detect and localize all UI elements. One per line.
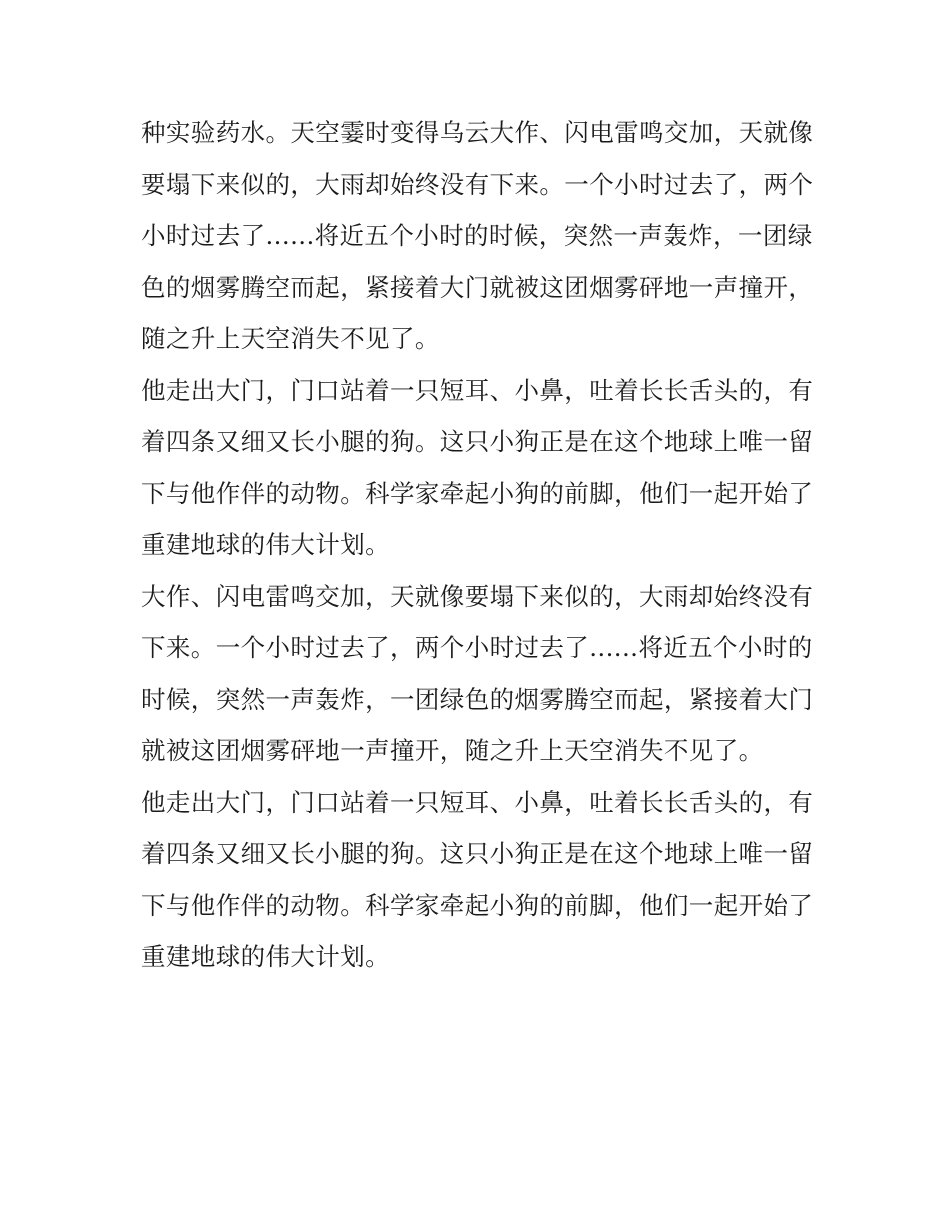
- text-line: 重建地球的伟大计划。: [141, 530, 390, 559]
- paragraph-2: [141, 365, 821, 571]
- paragraph-3: [141, 571, 821, 777]
- text-line: 随之升上天空消失不见了。: [141, 324, 440, 353]
- text-line: 下与他作伴的动物。科学家牵起小狗的前脚，他们一起开始了: [141, 478, 814, 508]
- text-line: 重建地球的伟大计划。: [141, 942, 390, 971]
- text-line: 要塌下来似的，大雨却始终没有下来。一个小时过去了，两个: [141, 169, 814, 199]
- text-line: 小时过去了......将近五个小时的时候，突然一声轰炸，一团绿: [141, 221, 813, 250]
- text-line: 着四条又细又长小腿的狗。这只小狗正是在这个地球上唯一留: [141, 839, 814, 868]
- text-line: 大作、闪电雷鸣交加，天就像要塌下来似的，大雨却始终没有: [141, 581, 814, 611]
- paragraph-1: [141, 107, 821, 365]
- text-line: 下来。一个小时过去了，两个小时过去了......将近五个小时的: [141, 633, 813, 662]
- paragraph-4: [141, 777, 821, 983]
- text-line: 他走出大门，门口站着一只短耳、小鼻，吐着长长舌头的，有: [141, 375, 814, 405]
- text-line: 色的烟雾腾空而起，紧接着大门就被这团烟雾砰地一声撞开，: [141, 272, 814, 302]
- text-line: 就被这团烟雾砰地一声撞开，随之升上天空消失不见了。: [141, 736, 764, 765]
- text-line: 下与他作伴的动物。科学家牵起小狗的前脚，他们一起开始了: [141, 890, 814, 920]
- document-body: [141, 107, 821, 983]
- text-line: 他走出大门，门口站着一只短耳、小鼻，吐着长长舌头的，有: [141, 787, 814, 817]
- text-line: 着四条又细又长小腿的狗。这只小狗正是在这个地球上唯一留: [141, 427, 814, 456]
- text-line: 种实验药水。天空霎时变得乌云大作、闪电雷鸣交加，天就像: [141, 118, 814, 147]
- text-line: 时候，突然一声轰炸，一团绿色的烟雾腾空而起，紧接着大门: [141, 684, 814, 714]
